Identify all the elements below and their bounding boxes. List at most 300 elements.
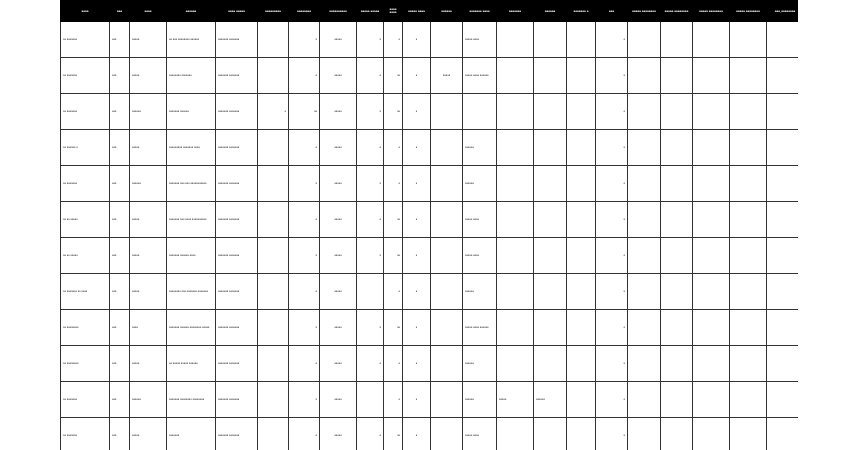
table-cell: aaaaaaa aaaaaaa [216, 202, 258, 238]
table-cell [767, 310, 799, 346]
table-cell [258, 58, 289, 94]
table-cell: aaaaaaa aaaaaaa [216, 382, 258, 418]
table-cell: a [403, 418, 431, 450]
table-cell [730, 274, 767, 310]
table-cell [628, 310, 661, 346]
table-cell: a [403, 202, 431, 238]
table-row [61, 22, 799, 58]
table-cell: aa aaaaaaaa [61, 346, 110, 382]
table-cell [628, 166, 661, 202]
table-cell [628, 130, 661, 166]
column-header: aaaa aaaaa [216, 1, 258, 22]
table-cell [497, 94, 534, 130]
table-cell: a [596, 166, 628, 202]
table-cell: aa aaaaaaa [61, 94, 110, 130]
table-cell [730, 310, 767, 346]
table-cell [497, 346, 534, 382]
table-cell: aaaaa [320, 346, 357, 382]
table-cell: aaaaa [320, 418, 357, 450]
table-row [61, 310, 799, 346]
column-header: aaaaaaaaa [258, 1, 289, 22]
column-header: aaa [110, 1, 130, 22]
table-cell: a [596, 58, 628, 94]
table-cell [661, 22, 693, 58]
table-row [61, 202, 799, 238]
table-cell [567, 238, 596, 274]
table-cell: aaa [110, 58, 130, 94]
table-cell: a [384, 166, 403, 202]
table-cell [767, 238, 799, 274]
table-cell: aa aaaaaaa [61, 166, 110, 202]
table-cell: aa [289, 94, 320, 130]
table-cell: aaaaa [320, 382, 357, 418]
table-cell [497, 202, 534, 238]
table-cell: aaaaa aaaa [463, 22, 497, 58]
data-table [60, 0, 798, 450]
table-cell [567, 310, 596, 346]
table-cell [567, 22, 596, 58]
table-cell [463, 94, 497, 130]
table-cell: aaaaa [320, 274, 357, 310]
table-cell [567, 382, 596, 418]
table-cell: aaaaaaaa aaaaaaa [167, 58, 216, 94]
table-cell: aaaaa [130, 274, 167, 310]
table-cell: a [403, 346, 431, 382]
table-cell [567, 202, 596, 238]
table-cell [730, 22, 767, 58]
table-cell: aaaaaa [130, 382, 167, 418]
table-cell: aaaaa [130, 202, 167, 238]
table-cell [693, 202, 730, 238]
table-cell: aaaaa [320, 238, 357, 274]
table-cell: aaaaaaaa aaa aaaaaaa aaaaaaa [167, 274, 216, 310]
table-cell: aaaaa [320, 94, 357, 130]
table-cell [567, 418, 596, 450]
table-cell [661, 130, 693, 166]
table-cell: a [289, 418, 320, 450]
column-header: aaa [596, 1, 628, 22]
table-cell [534, 274, 567, 310]
table-cell: aaaaaaa aaaaaaaa aaaaaaaa [167, 382, 216, 418]
table-cell: a [384, 382, 403, 418]
table-row [61, 274, 799, 310]
column-header: aaaaaaa aaaa [463, 1, 497, 22]
table-cell [534, 22, 567, 58]
table-cell: aaaaaa [463, 346, 497, 382]
table-cell: aaaaaaa aaaaaa [167, 94, 216, 130]
column-header: aaaaa aaaaa [357, 1, 384, 22]
table-cell [767, 94, 799, 130]
table-cell: a [596, 94, 628, 130]
column-header: aaa_aaaaaaaa [767, 1, 799, 22]
table-cell: aaaaaaa [167, 418, 216, 450]
table-cell [431, 238, 463, 274]
table-cell: a [596, 346, 628, 382]
table-cell: a [357, 418, 384, 450]
table-cell: aaaaa [320, 130, 357, 166]
table-cell [661, 418, 693, 450]
table-cell [628, 418, 661, 450]
table-cell [258, 202, 289, 238]
table-cell [628, 382, 661, 418]
table-cell [661, 274, 693, 310]
table-cell: aaa [110, 382, 130, 418]
table-cell [767, 346, 799, 382]
column-header: aaaaaaa a [567, 1, 596, 22]
table-row [61, 166, 799, 202]
table-cell [431, 22, 463, 58]
table-cell [258, 238, 289, 274]
table-cell: aaaaaaa aaaaaaa [216, 166, 258, 202]
table-cell [431, 166, 463, 202]
table-cell [431, 130, 463, 166]
table-cell: a [403, 58, 431, 94]
table-cell [661, 238, 693, 274]
column-header: aaaaa aaaaaaaa [730, 1, 767, 22]
table-row [61, 418, 799, 450]
table-cell: aaaaaaa aaaaaaa [216, 130, 258, 166]
table-cell: aaa [110, 346, 130, 382]
table-cell: aa [384, 94, 403, 130]
table-cell: aaaaaa [534, 382, 567, 418]
table-cell [497, 166, 534, 202]
table-cell: aaaaa [320, 166, 357, 202]
table-cell: aaa [110, 202, 130, 238]
table-cell [693, 238, 730, 274]
table-cell [693, 274, 730, 310]
table-cell: a [357, 310, 384, 346]
table-cell [693, 310, 730, 346]
column-header: aaaaaa [167, 1, 216, 22]
table-cell [357, 382, 384, 418]
table-cell: aaaaa aaaa aaaaaa [463, 310, 497, 346]
table-cell: aa aaa aaaaaaaa aaaaaa [167, 22, 216, 58]
column-header: aaaaa aaaaaaaa [628, 1, 661, 22]
table-cell: a [596, 130, 628, 166]
table-cell: a [384, 274, 403, 310]
table-cell [431, 94, 463, 130]
table-cell [730, 418, 767, 450]
table-cell [661, 202, 693, 238]
table-cell: aaa [110, 130, 130, 166]
table-cell [497, 22, 534, 58]
table-cell: aaaaaa [130, 166, 167, 202]
table-cell [693, 130, 730, 166]
table-cell [431, 382, 463, 418]
table-cell: aaaaa [130, 238, 167, 274]
table-cell [661, 58, 693, 94]
table-cell: aa aaaaaaa [61, 58, 110, 94]
table-cell: aaaaa [320, 22, 357, 58]
table-cell [567, 58, 596, 94]
table-cell [567, 130, 596, 166]
table-cell: a [357, 202, 384, 238]
column-header: aaaaaaaaaa [320, 1, 357, 22]
table-cell: aa [384, 202, 403, 238]
table-cell [767, 166, 799, 202]
table-cell [258, 274, 289, 310]
table-cell [693, 418, 730, 450]
table-cell: a [357, 22, 384, 58]
table-cell: a [289, 238, 320, 274]
column-header: aaaaa aaaa [403, 1, 431, 22]
table-cell: aaaaa [320, 58, 357, 94]
table-cell: aaaaaaa aaaaaaa [216, 58, 258, 94]
table-cell: a [596, 418, 628, 450]
table-cell [628, 238, 661, 274]
column-header: aaaaaa [534, 1, 567, 22]
table-cell: aaaaaaa aaa aaa aaaaaaaaaaa [167, 166, 216, 202]
table-cell: aaa [110, 274, 130, 310]
table-cell [693, 58, 730, 94]
table-cell [357, 274, 384, 310]
column-header: aaaaaaaa [289, 1, 320, 22]
column-header: aaaa [130, 1, 167, 22]
table-cell [431, 346, 463, 382]
table-cell: aa aaaaaaa [61, 22, 110, 58]
table-row [61, 130, 799, 166]
table-cell [534, 94, 567, 130]
table-cell [693, 94, 730, 130]
table-cell [767, 130, 799, 166]
table-cell: a [384, 130, 403, 166]
table-cell: aaaaaaa aaa aaaa aaaaaaaaaa [167, 202, 216, 238]
table-cell [258, 310, 289, 346]
table-cell: a [596, 310, 628, 346]
table-cell: aa aaaaaaaa [61, 310, 110, 346]
table-cell: a [289, 274, 320, 310]
table-cell [730, 130, 767, 166]
table-cell [258, 166, 289, 202]
table-cell [661, 310, 693, 346]
table-cell [567, 346, 596, 382]
table-cell: a [403, 22, 431, 58]
table-cell: aa aaaaa aaaaa aaaaaa [167, 346, 216, 382]
table-cell [693, 346, 730, 382]
column-header: aaaaa aaaaaaaa [693, 1, 730, 22]
table-cell: a [258, 94, 289, 130]
table-cell: aa [384, 58, 403, 94]
table-cell [628, 202, 661, 238]
table-row [61, 238, 799, 274]
table-cell [497, 238, 534, 274]
table-cell: a [596, 22, 628, 58]
table-cell: aaaaa [130, 346, 167, 382]
table-cell [767, 58, 799, 94]
table-cell: aaaaaaa aaaaaaa [216, 274, 258, 310]
table-header-row [61, 1, 799, 22]
table-cell [497, 310, 534, 346]
table-cell [534, 166, 567, 202]
table-cell: aaaaaaa aaaaaa aaaa [167, 238, 216, 274]
table-cell [258, 22, 289, 58]
table-cell: a [357, 346, 384, 382]
table-cell [431, 310, 463, 346]
table-cell [567, 166, 596, 202]
table-cell [661, 382, 693, 418]
table-cell [534, 202, 567, 238]
table-cell [431, 418, 463, 450]
table-cell: aaaaa aaaa aaaaaa [463, 58, 497, 94]
column-header: aaaaaa [431, 1, 463, 22]
table-cell: aaaaa aaaa [463, 418, 497, 450]
table-cell [767, 418, 799, 450]
table-cell [567, 94, 596, 130]
table-cell [497, 130, 534, 166]
table-cell [258, 346, 289, 382]
table-row [61, 346, 799, 382]
table-cell [767, 202, 799, 238]
table-cell: aaaaaa [463, 166, 497, 202]
table-cell [767, 274, 799, 310]
table-cell: aaaaa [130, 130, 167, 166]
table-cell: a [596, 202, 628, 238]
table-cell: aaa [110, 94, 130, 130]
column-header: aaaa [61, 1, 110, 22]
table-cell [534, 418, 567, 450]
table-cell: a [289, 130, 320, 166]
column-header: aaaaa aaaaaaaa [661, 1, 693, 22]
table-cell: a [289, 58, 320, 94]
table-cell: a [357, 130, 384, 166]
table-cell: a [289, 166, 320, 202]
table-cell: aaaaa [431, 58, 463, 94]
table-cell: aaaaaaa aaaaaaa [216, 346, 258, 382]
table-cell: a [596, 382, 628, 418]
table-cell: aaa [110, 22, 130, 58]
table-cell: aaaaaaaaa aaaaaaa aaaa [167, 130, 216, 166]
table-cell [730, 58, 767, 94]
table-cell: aaaaaaa aaaaaaa [216, 22, 258, 58]
table-cell: aaaaaa [463, 382, 497, 418]
table-cell: a [403, 274, 431, 310]
table-cell: aaaaaa [463, 274, 497, 310]
table-cell: aaaaa [130, 22, 167, 58]
table-cell: aaa [110, 418, 130, 450]
table-cell [534, 238, 567, 274]
table-cell: aa aaaaaaa [61, 382, 110, 418]
table-cell [497, 274, 534, 310]
table-cell [431, 274, 463, 310]
table-cell: aaa [110, 238, 130, 274]
table-cell: aa aaaaaaa [61, 418, 110, 450]
table-cell: aaa [110, 166, 130, 202]
table-cell: aaaaa [497, 382, 534, 418]
table-cell [661, 94, 693, 130]
table-cell [567, 274, 596, 310]
table-cell [767, 382, 799, 418]
table-cell: a [596, 274, 628, 310]
table-cell: aa aa aaaaa [61, 202, 110, 238]
table-cell: a [357, 238, 384, 274]
column-header: aaaaaaa [497, 1, 534, 22]
table-cell: a [357, 166, 384, 202]
table-cell: aaaaaaa aaaaaaa [216, 418, 258, 450]
table-row [61, 58, 799, 94]
table-cell [258, 418, 289, 450]
column-header: aaaa aaaa [384, 1, 403, 22]
table-cell: aa aaaaaaa aa aaaa [61, 274, 110, 310]
table-cell [730, 238, 767, 274]
table-cell: a [357, 94, 384, 130]
table-row [61, 382, 799, 418]
table-cell [534, 58, 567, 94]
table-cell: aaaaaaa aaaaaa aaaaaaaa aaaaa [167, 310, 216, 346]
table-cell [693, 22, 730, 58]
table-cell: aa [384, 310, 403, 346]
table-cell [534, 310, 567, 346]
table-cell [730, 382, 767, 418]
table-cell: aaaaa [130, 58, 167, 94]
table-cell: a [403, 130, 431, 166]
table-cell: a [357, 58, 384, 94]
table-cell: aaaaaa [463, 130, 497, 166]
table-cell: a [289, 22, 320, 58]
table-cell: aaaa [130, 310, 167, 346]
table-cell [497, 418, 534, 450]
table-cell [661, 346, 693, 382]
table-cell: a [384, 22, 403, 58]
table-cell [258, 130, 289, 166]
table-cell: a [289, 382, 320, 418]
table-cell: a [403, 382, 431, 418]
table-cell: aaaaaaa aaaaaaa [216, 94, 258, 130]
table-cell [730, 202, 767, 238]
table-cell [693, 382, 730, 418]
table-cell [693, 166, 730, 202]
table-cell: a [596, 238, 628, 274]
table-cell: a [403, 310, 431, 346]
data-table-sheet [60, 0, 798, 450]
table-cell [258, 382, 289, 418]
table-cell: aaaaa aaaa [463, 202, 497, 238]
table-cell: aaaaaa [130, 94, 167, 130]
table-cell: a [289, 310, 320, 346]
table-cell [661, 166, 693, 202]
table-cell [628, 346, 661, 382]
table-cell: aaa [110, 310, 130, 346]
table-cell [431, 202, 463, 238]
table-cell: aa aa aaaaa [61, 238, 110, 274]
table-cell: aa [384, 238, 403, 274]
table-cell: aa aaaaaa a [61, 130, 110, 166]
table-cell [628, 58, 661, 94]
table-cell: aaaaaaa aaaaaaa [216, 238, 258, 274]
table-cell: a [384, 346, 403, 382]
table-cell: aaaaa [130, 418, 167, 450]
table-cell [767, 22, 799, 58]
table-cell [534, 346, 567, 382]
table-cell: a [289, 202, 320, 238]
table-cell [497, 58, 534, 94]
table-cell: aaaaa aaaa [463, 238, 497, 274]
table-cell [534, 130, 567, 166]
table-cell: a [289, 346, 320, 382]
table-cell [730, 166, 767, 202]
table-cell [628, 22, 661, 58]
table-cell: a [403, 94, 431, 130]
table-row [61, 94, 799, 130]
table-cell: a [403, 166, 431, 202]
table-cell [628, 274, 661, 310]
table-cell: a [403, 238, 431, 274]
table-cell [730, 94, 767, 130]
table-cell [628, 94, 661, 130]
table-cell: aaaaaaa aaaaaaa [216, 310, 258, 346]
table-cell: aaaaa [320, 310, 357, 346]
table-cell [730, 346, 767, 382]
table-cell: aaaaa [320, 202, 357, 238]
